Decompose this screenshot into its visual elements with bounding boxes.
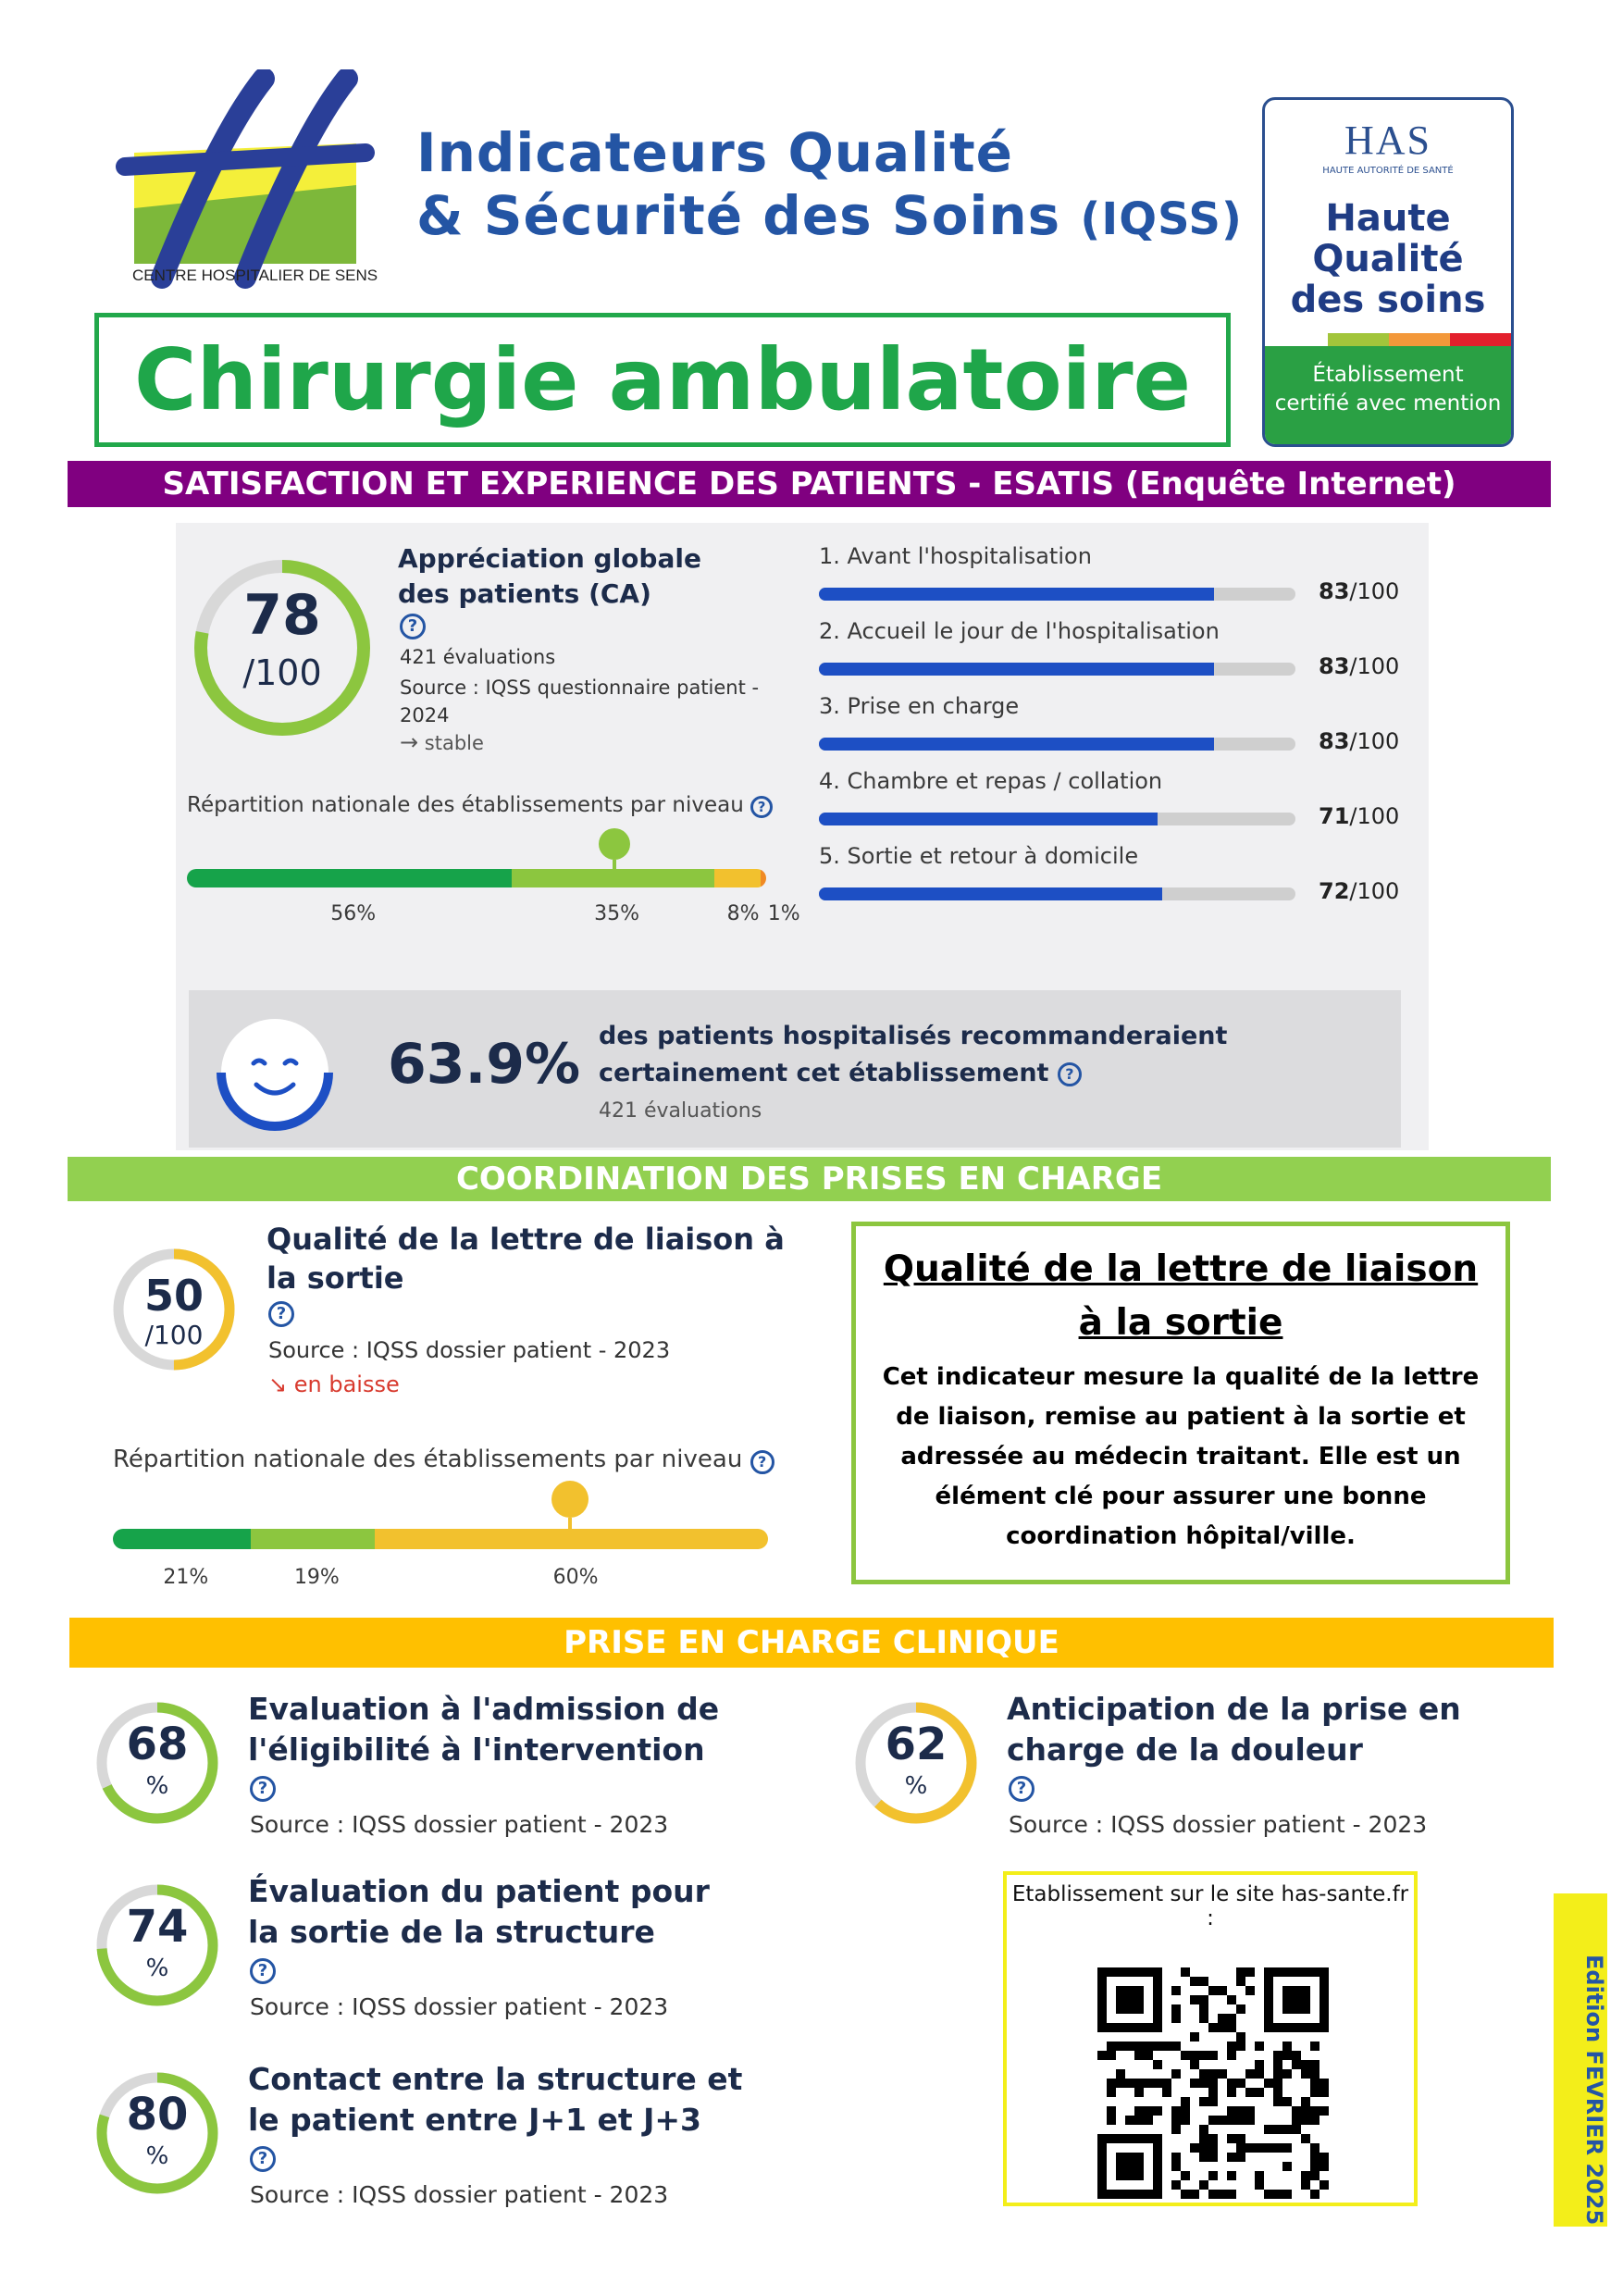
clinical-score-unit: % — [145, 2142, 169, 2170]
header-title-line2 — [416, 183, 1243, 252]
dist-label-2-text: Répartition nationale des établissements par niveau — [113, 1446, 743, 1473]
sub-score-item — [819, 768, 1411, 842]
sub-score-value: 83/100 — [1319, 578, 1400, 604]
dist-label-1-text: Répartition nationale des établissements par niveau — [187, 793, 744, 817]
has-cert-l2: certifié avec mention — [1274, 391, 1502, 416]
clinical-title: Contact entre la structure et le patient entre J+1 et J+3 — [248, 2061, 743, 2138]
letter-trend — [268, 1371, 400, 1397]
dist-segment — [113, 1529, 251, 1549]
clinical-score-unit: % — [145, 1772, 169, 1800]
clinical-source: Source : IQSS dossier patient - 2023 — [250, 1993, 669, 2020]
help-icon[interactable]: ? — [250, 2146, 276, 2172]
arrow-down-right-icon: ↘ — [268, 1371, 288, 1397]
section-band-clinical: PRISE EN CHARGE CLINIQUE — [69, 1618, 1554, 1668]
dist-marker-2 — [551, 1481, 588, 1536]
dist-segment-label: 8% — [726, 902, 760, 925]
has-cert-block — [1265, 346, 1511, 447]
section-band-coordination: COORDINATION DES PRISES EN CHARGE — [68, 1157, 1551, 1201]
clinical-score: 74 — [126, 1901, 189, 1953]
qr-code[interactable] — [1097, 1967, 1329, 2199]
help-icon[interactable]: ? — [250, 1776, 276, 1802]
global-title: Appréciation globale des patients (CA) — [398, 543, 701, 609]
clinical-source: Source : IQSS dossier patient - 2023 — [1009, 1811, 1428, 1838]
qr-block — [1003, 1871, 1418, 2206]
dist-segment — [375, 1529, 768, 1549]
sub-score-item — [819, 618, 1411, 692]
global-source: Source : IQSS questionnaire patient - 2024 — [400, 676, 760, 726]
sub-score-value: 83/100 — [1319, 728, 1400, 754]
clinical-indicator — [93, 1871, 759, 2047]
clinical-score: 62 — [885, 1719, 948, 1770]
letter-source: Source : IQSS dossier patient - 2023 — [268, 1337, 671, 1363]
recommend-pct: 63.9% — [388, 1032, 581, 1097]
sub-score-bar-fill — [819, 813, 1158, 825]
has-title-l1: Haute — [1325, 197, 1451, 240]
letter-score: 50 — [143, 1271, 204, 1321]
sub-score-item — [819, 543, 1411, 617]
clinical-score: 68 — [126, 1719, 189, 1770]
global-trend — [400, 729, 484, 755]
letter-info-title-l1: Qualité de la lettre de liaison — [883, 1248, 1479, 1290]
dist-label-1 — [187, 793, 773, 818]
dist-segment-label: 60% — [552, 1566, 599, 1589]
sub-score-label: 2. Accueil le jour de l'hospitalisation — [819, 618, 1220, 644]
clinical-score: 80 — [126, 2089, 189, 2141]
main-title-box — [94, 313, 1231, 447]
sub-score-bar — [819, 887, 1295, 900]
has-logo: HAS — [1344, 118, 1432, 163]
edition-strip — [1554, 1893, 1607, 2227]
dist-segment-label: 21% — [163, 1566, 209, 1589]
help-icon[interactable]: ? — [400, 614, 426, 639]
smiley-icon — [215, 1012, 335, 1133]
sub-score-item — [819, 843, 1411, 917]
qr-caption: Etablissement sur le site has-sante.fr : — [1011, 1882, 1409, 1930]
has-title-l3: des soins — [1290, 279, 1486, 321]
sub-score-bar — [819, 663, 1295, 676]
main-title: Chirurgie ambulatoire — [133, 330, 1191, 429]
header-title-line1: Indicateurs Qualité — [416, 121, 1014, 184]
sub-score-bar — [819, 588, 1295, 601]
global-score-max: /100 — [242, 652, 322, 693]
help-icon[interactable]: ? — [268, 1301, 294, 1327]
clinical-score-unit: % — [904, 1772, 928, 1800]
global-score: 78 — [243, 583, 321, 648]
sub-score-bar-fill — [819, 887, 1162, 900]
logo-caption: CENTRE HOSPITALIER DE SENS — [132, 267, 378, 284]
sub-score-bar-fill — [819, 588, 1214, 601]
dist-segment — [761, 869, 766, 887]
sub-score-bar — [819, 738, 1295, 751]
clinical-indicator — [851, 1689, 1518, 1865]
has-certification-badge — [1262, 97, 1514, 447]
dist-labels-1 — [187, 902, 800, 930]
recommend-text-block — [599, 1018, 1376, 1092]
letter-info-text: Cet indicateur mesure la qualité de la lettre de liaison, remise au patient à la sortie et adressée au médecin traitant. Elle est un élément clé pour assurer une bonne coordination hôpital/ville. — [882, 1363, 1480, 1550]
help-icon[interactable]: ? — [750, 796, 773, 818]
letter-info-box — [851, 1222, 1510, 1584]
help-icon[interactable]: ? — [250, 1958, 276, 1984]
sub-score-label: 4. Chambre et repas / collation — [819, 768, 1163, 794]
dist-segment — [251, 1529, 376, 1549]
dist-segment — [512, 869, 714, 887]
clinical-indicator — [93, 1689, 759, 1865]
clinical-indicator — [93, 2059, 759, 2235]
has-color-strip — [1328, 333, 1511, 346]
sub-score-item — [819, 693, 1411, 767]
header-title-abbr: (IQSS) — [1080, 193, 1243, 245]
dist-segment-label: 35% — [594, 902, 640, 925]
dist-labels-2 — [113, 1566, 768, 1594]
clinical-score-unit: % — [145, 1955, 169, 1982]
dist-segment — [187, 869, 512, 887]
sub-score-value: 72/100 — [1319, 878, 1400, 904]
dist-segment — [714, 869, 761, 887]
letter-trend-text: en baisse — [293, 1371, 400, 1397]
sub-score-bar — [819, 813, 1295, 825]
sub-score-value: 71/100 — [1319, 803, 1400, 829]
sub-score-bar-fill — [819, 738, 1214, 751]
satisfaction-panel — [176, 523, 1429, 1150]
clinical-title: Anticipation de la prise en charge de la douleur — [1007, 1691, 1461, 1768]
clinical-title: Évaluation du patient pour la sortie de la structure — [248, 1873, 710, 1950]
letter-title: Qualité de la lettre de liaison à la sortie — [266, 1222, 785, 1296]
section-band-satisfaction: SATISFACTION ET EXPERIENCE DES PATIENTS - ESATIS (Enquête Internet) — [68, 461, 1551, 507]
sub-score-label: 1. Avant l'hospitalisation — [819, 543, 1092, 569]
sub-score-value: 83/100 — [1319, 653, 1400, 679]
dist-segment-label: 56% — [330, 902, 377, 925]
global-evaluations: 421 évaluations — [400, 646, 556, 668]
sub-score-label: 3. Prise en charge — [819, 693, 1020, 719]
dist-label-2 — [113, 1446, 774, 1474]
has-logo-subtitle: HAUTE AUTORITÉ DE SANTÉ — [1322, 166, 1454, 176]
clinical-title: Evaluation à l'admission de l'éligibilité à l'intervention — [248, 1691, 720, 1768]
help-icon[interactable]: ? — [750, 1450, 774, 1474]
sub-score-bar-fill — [819, 663, 1214, 676]
arrow-right-icon: → — [400, 729, 419, 755]
help-icon[interactable]: ? — [1058, 1062, 1082, 1086]
sub-scores-list — [819, 543, 1411, 932]
header-title-line2-text: & Sécurité des Soins — [416, 184, 1061, 247]
edition-text: Edition FEVRIER 2025 — [1581, 1955, 1607, 2226]
recommend-text: des patients hospitalisés recommanderaient certainement cet établissement — [599, 1022, 1228, 1087]
dist-segment-label: 1% — [767, 902, 800, 925]
clinical-source: Source : IQSS dossier patient - 2023 — [250, 1811, 669, 1838]
dist-bar-2 — [113, 1529, 768, 1549]
dist-segment-label: 19% — [293, 1566, 340, 1589]
has-title-l2: Qualité — [1312, 238, 1464, 280]
sub-score-label: 5. Sortie et retour à domicile — [819, 843, 1139, 869]
letter-info-title-l2: à la sortie — [1078, 1302, 1283, 1344]
help-icon[interactable]: ? — [1009, 1776, 1035, 1802]
recommend-box — [189, 990, 1401, 1148]
hospital-logo — [97, 69, 378, 292]
recommend-evals: 421 évaluations — [599, 1099, 762, 1123]
global-trend-text: stable — [424, 732, 484, 754]
letter-score-max: /100 — [144, 1320, 204, 1350]
clinical-source: Source : IQSS dossier patient - 2023 — [250, 2181, 669, 2208]
dist-bar-1 — [187, 869, 766, 887]
has-cert-l1: Établissement — [1312, 363, 1464, 387]
